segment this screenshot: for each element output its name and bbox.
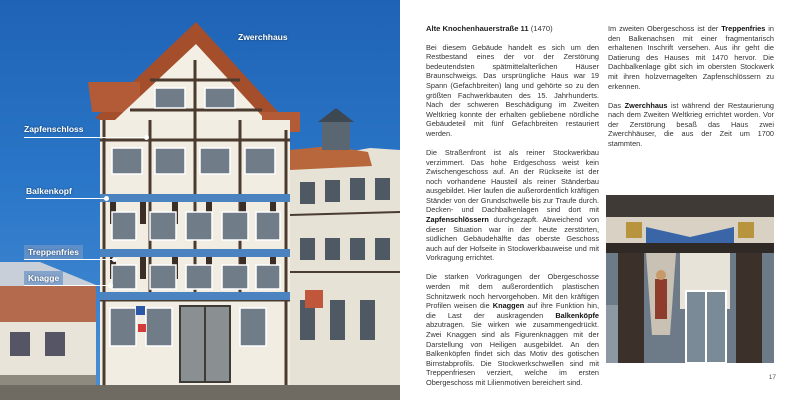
- article-year: (1470): [530, 24, 553, 33]
- leader-line-knagge: [24, 285, 110, 286]
- label-treppenfries: Treppenfries: [24, 245, 83, 259]
- text-column-left: [426, 24, 599, 397]
- marker-balkenkopf: [104, 196, 109, 201]
- leader-line-zapfenschloss: [24, 137, 146, 138]
- paragraph-4: Im zweiten Obergeschoss ist der Treppenfries in den Balkenachsen mit einer fragmentarisch erhaltenen Inschrift versehen. Aus ihr geht die Datierung des Hauses mit 1470 hervor. Die Dachbalkenlage gibt sich im obersten Stockwerk mit ihren holzvernagelten Zapfenschlössern zu erkennen.: [608, 24, 774, 91]
- marker-treppenfries: [112, 257, 117, 262]
- leader-line-treppenfries: [24, 259, 114, 260]
- label-balkenkopf: Balkenkopf: [26, 186, 72, 196]
- leader-line-balkenkopf: [26, 198, 106, 199]
- label-zwerchhaus: Zwerchhaus: [238, 32, 288, 42]
- text-column-right: [608, 24, 774, 158]
- text-page: [400, 0, 800, 400]
- label-zapfenschloss: Zapfenschloss: [24, 124, 84, 134]
- page-number: 17: [768, 374, 776, 381]
- article-heading: [426, 24, 599, 34]
- paragraph-5: Das Zwerchhaus ist während der Restaurierung nach dem Zweiten Weltkrieg errichtet worden. Vor der Zerstörung besaß das Haus zwei Zwerchhäuser, die aus der Zeit um 1700 stammten.: [608, 100, 774, 148]
- detail-photo-knagge-figure: [606, 195, 774, 363]
- marker-zapfenschloss: [144, 135, 149, 140]
- marker-knagge: [108, 283, 113, 288]
- paragraph-2: Die Straßenfront ist als reiner Stockwerkbau verzimmert. Das hohe Erdgeschoss weist kein Zwischengeschoss auf. An der Rückseite ist der noch vorhandene Hausteil als reiner Ständerbau ausgebildet. Hier laufen die außerordentlich kräftigen Ständer von der Grundschwelle bis zur Traufe durch. Decken- und Dachbalkenlagen sind dort mit Zapfenschlössern durchgezapft. Abweichend von dieser Situation war in der heute zerstörten, südlichen Gebäudehälfte das oberste Geschoss auch auf der Hofseite in Stockwerkbauweise und mit Vorkragung errichtet.: [426, 147, 599, 263]
- article-title: Alte Knochenhauerstraße 11: [426, 24, 529, 33]
- paragraph-1: Bei diesem Gebäude handelt es sich um den Restbestand eines der vor der Zerstörung bedeutendsten spätmittelalterlichen Häuser Braunschweigs. Das ursprüngliche Haus war 19 Spann (Gefachbreiten) lang und gehörte so zu den größten Fachwerkbauten des 15. Jahrhunderts. Nach der schweren Beschädigung im Zweiten Weltkrieg konnte der erhalten gebliebene nördliche Gebäudeteil mit fünf Gefachbreiten restauriert werden.: [426, 42, 599, 138]
- carved-bracket-detail-illustration: [606, 195, 774, 363]
- label-knagge: Knagge: [24, 271, 63, 285]
- paragraph-3: Die starken Vorkragungen der Obergeschosse werden mit dem außerordentlich plastischen Schnitzwerk noch hervorgehoben. Mit den kräftigen Profilen weisen die Knaggen auf ihre Funktion hin, die Last der auskragenden Balkenköpfe abzutragen. Sie wirken wie zusammengedrückt. Zwei Knaggen sind als Figurenknaggen mit der Darstellung von Heiligen ausgebildet. An den Balkenköpfen findet sich das Motiv des gotischen Birnstabprofils. Die Stockwerkschwellen sind mit Treppenfriesen verziert, welche im ersten Obergeschoss mit Lilienmotiven bereichert sind.: [426, 272, 599, 387]
